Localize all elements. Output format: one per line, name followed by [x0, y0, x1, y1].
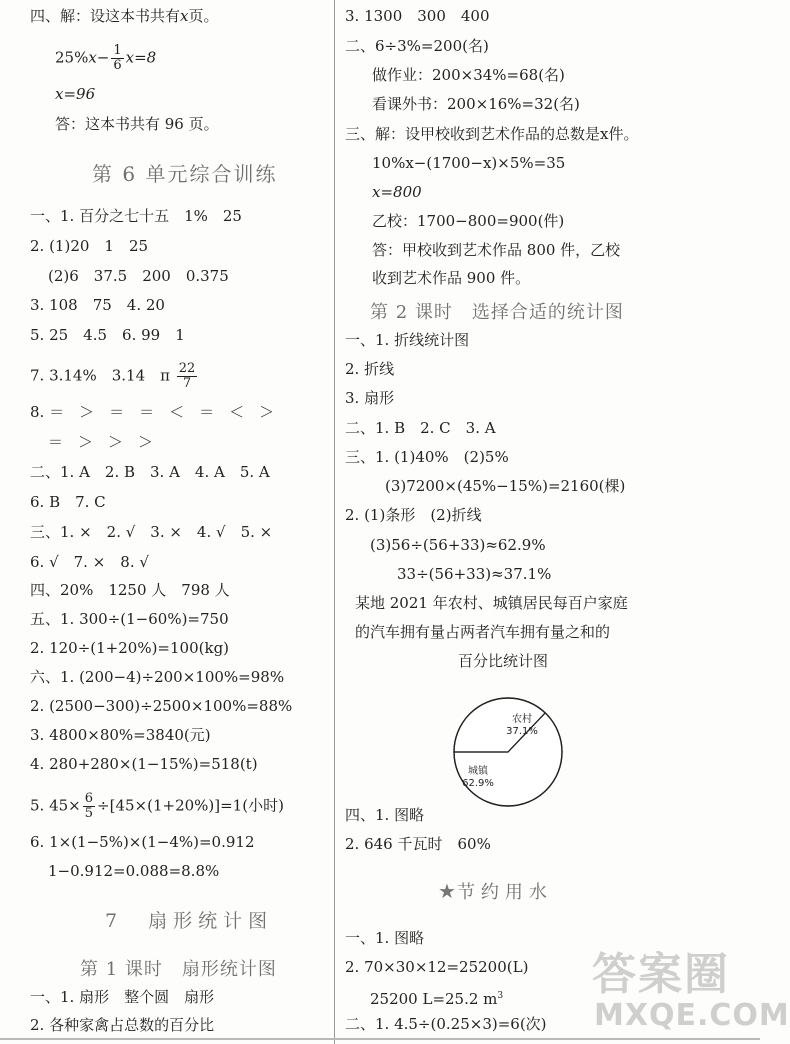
- answer-line: 五、1. 300÷(1−60%)=750: [30, 610, 229, 628]
- answer-line: 一、1. 折线统计图: [345, 331, 470, 349]
- answer-line: 33÷(56+33)≈37.1%: [397, 565, 552, 583]
- equation: [55, 44, 156, 73]
- answer-line: 3. 扇形: [345, 389, 395, 407]
- lesson-heading: 第 1 课时 扇形统计图: [80, 959, 277, 980]
- answer-line: 4. 280+280×(1−15%)=518(t): [30, 755, 258, 773]
- answer-line: 收到艺术作品 900 件。: [372, 269, 531, 287]
- numerator: 1: [113, 43, 122, 58]
- variable: x: [180, 7, 189, 25]
- answer-line: 6. B 7. C: [30, 493, 106, 511]
- answer-line: x=800: [372, 183, 422, 201]
- answer-line: 2. (1)条形 (2)折线: [345, 506, 482, 524]
- answer-line: 看课外书：200×16%=32(名): [372, 95, 580, 113]
- watermark-logo: [592, 938, 790, 1042]
- answer-line: (3)7200×(45%−15%)=2160(棵): [385, 477, 626, 495]
- text: 25200 L=25.2 m: [370, 990, 498, 1008]
- answer-line: ＝ ＞ ＞ ＞: [48, 433, 154, 451]
- answer-line: 3. 1300 300 400: [345, 7, 490, 25]
- star-icon: ★: [438, 879, 457, 903]
- answer-line: 答：这本书共有 96 页。: [55, 115, 219, 133]
- answer-line: [30, 792, 284, 821]
- column-divider: [334, 0, 335, 1044]
- answer-line: 5. 25 4.5 6. 99 1: [30, 326, 185, 344]
- chart-caption: 的汽车拥有量占两者汽车拥有量之和的: [355, 623, 611, 641]
- answer-line: 2. 120÷(1+20%)=100(kg): [30, 639, 230, 657]
- answer-line: 三、1. (1)40% (2)5%: [345, 448, 509, 466]
- chart-caption: 百分比统计图: [458, 652, 549, 670]
- page-bottom-rule: [0, 1038, 760, 1040]
- chapter-heading: 7 扇形统计图: [105, 910, 274, 932]
- answer-line: [30, 6, 219, 26]
- answer-line: 2. 各种家禽占总数的百分比: [30, 1016, 215, 1034]
- answer-line: 8. ＝ ＞ ＝ ＝ ＜ ＝ ＜ ＞: [30, 403, 275, 421]
- answer-line: 二、1. A 2. B 3. A 4. A 5. A: [30, 463, 270, 481]
- denominator: 6: [113, 58, 122, 73]
- pie-category-label: 农村: [512, 714, 532, 725]
- section-heading: [438, 878, 553, 904]
- answer-line: 三、1. × 2. √ 3. × 4. √ 5. ×: [30, 523, 273, 541]
- text: 页。: [188, 7, 219, 25]
- text: 25%: [55, 48, 89, 67]
- answer-line: 答：甲校收到艺术作品 800 件，乙校: [372, 241, 621, 259]
- section-heading: 第 6 单元综合训练: [92, 162, 278, 186]
- answer-line: (3)56÷(56+33)≈62.9%: [370, 536, 546, 554]
- answer-line: 2. 折线: [345, 360, 395, 378]
- answer-line: 二、1. 4.5÷(0.25×3)=6(次): [345, 1015, 547, 1033]
- text: 7. 3.14% 3.14 π: [30, 366, 170, 385]
- denominator: 5: [84, 806, 94, 821]
- text: 四、解：设这本书共有: [30, 7, 181, 25]
- answer-line: 三、解：设甲校收到艺术作品的总数是x件。: [345, 125, 639, 143]
- answer-line: 10%x−(1700−x)×5%=35: [372, 154, 566, 172]
- denominator: 7: [182, 376, 192, 391]
- pie-value-label: 62.9%: [462, 778, 494, 789]
- pie-category-label: 城镇: [468, 766, 488, 777]
- answer-line: 6. 1×(1−5%)×(1−4%)=0.912: [30, 833, 255, 851]
- answer-line: 一、1. 百分之七十五 1% 25: [30, 207, 242, 225]
- fraction: [177, 362, 198, 391]
- answer-line: 四、1. 图略: [345, 806, 425, 824]
- numerator: 22: [178, 361, 196, 376]
- watermark-text: 答案圈: [592, 949, 730, 1000]
- answer-line: 3. 108 75 4. 20: [30, 296, 165, 314]
- answer-line: 二、1. B 2. C 3. A: [345, 419, 496, 437]
- answer-line: 四、20% 1250 人 798 人: [30, 581, 230, 599]
- numerator: 6: [84, 791, 94, 806]
- watermark-url: MXQE.COM: [594, 998, 790, 1033]
- text: x−: [88, 48, 110, 67]
- answer-line: [370, 986, 503, 1009]
- answer-line: (2)6 37.5 200 0.375: [48, 267, 229, 285]
- fraction: [83, 792, 95, 821]
- answer-line: 乙校：1700−800=900(件): [372, 212, 565, 230]
- answer-line: 一、1. 图略: [345, 929, 425, 947]
- answer-line: 6. √ 7. × 8. √: [30, 553, 149, 571]
- answer-line: 2. 646 千瓦时 60%: [345, 835, 491, 853]
- answer-line: 六、1. (200−4)÷200×100%=98%: [30, 668, 285, 686]
- text: ÷[45×(1+20%)]=1(小时): [97, 796, 284, 815]
- superscript: 3: [497, 991, 504, 1001]
- answer-line: 3. 4800×80%=3840(元): [30, 726, 211, 744]
- text: 5. 45×: [30, 796, 81, 815]
- answer-line: 2. (2500−300)÷2500×100%=88%: [30, 697, 293, 715]
- answer-line: 二、6÷3%=200(名): [345, 37, 489, 55]
- chart-caption: 某地 2021 年农村、城镇居民每百户家庭: [355, 594, 628, 612]
- section-title: 节约用水: [456, 882, 553, 903]
- answer-line: 一、1. 扇形 整个圆 扇形: [30, 988, 215, 1006]
- answer-line: 做作业：200×34%=68(名): [372, 66, 565, 84]
- answer-line: [30, 362, 199, 391]
- text: x=8: [125, 48, 157, 67]
- pie-value-label: 37.1%: [506, 726, 538, 737]
- pie-chart: [448, 692, 568, 812]
- answer-line: 2. (1)20 1 25: [30, 237, 149, 255]
- answer-line: 2. 70×30×12=25200(L): [345, 958, 529, 976]
- answer-line: 1−0.912=0.088=8.8%: [48, 862, 220, 880]
- answer-line: x=96: [55, 85, 96, 103]
- fraction: [111, 44, 123, 73]
- lesson-heading: 第 2 课时 选择合适的统计图: [370, 302, 624, 323]
